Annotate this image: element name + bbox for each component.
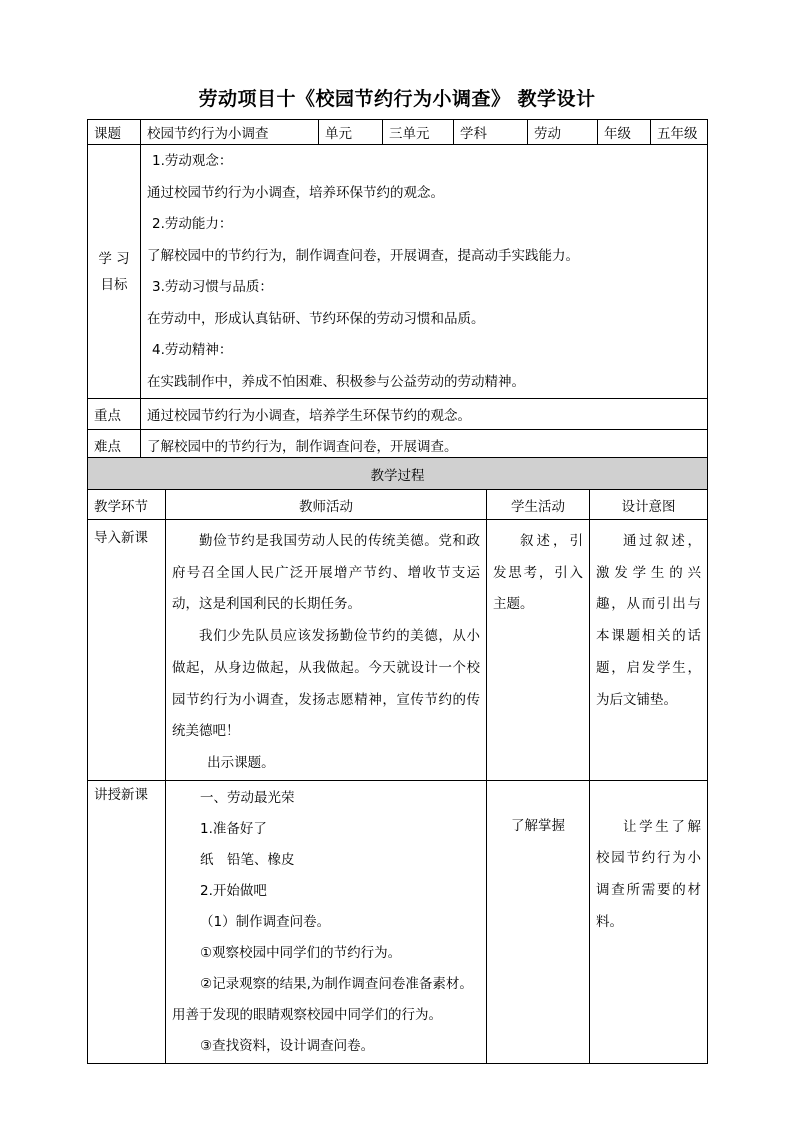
subject-label: 课题 (88, 120, 141, 145)
process-heading-row (88, 458, 708, 490)
key-point-row (88, 399, 708, 430)
grade-value: 五年级 (651, 120, 708, 145)
lesson-line: ③查找资料，设计调查问卷。 (200, 1037, 375, 1054)
intro-row (88, 520, 708, 781)
objective-text: 在劳动中，形成认真钻研、节约环保的劳动习惯和品质。 (147, 310, 485, 327)
lesson-line: 一、劳动最光荣 (200, 789, 295, 806)
column-intent: 设计意图 (590, 490, 708, 520)
process-table (87, 457, 708, 1064)
column-student: 学生活动 (487, 490, 590, 520)
intro-intent: 通过叙述，激发学生的兴趣，从而引出与本课题相关的话题，启发学生，为后文铺垫。 (590, 520, 708, 781)
objectives-content (141, 145, 708, 399)
process-column-header (88, 490, 708, 520)
intro-stage: 导入新课 (88, 520, 166, 781)
objective-text: 了解校园中的节约行为，制作调查问卷，开展调查，提高动手实践能力。 (147, 247, 579, 264)
subject-value: 校园节约行为小调查 (141, 120, 319, 145)
info-row (88, 120, 708, 145)
difficulty-row (88, 430, 708, 460)
objective-text: 通过校园节约行为小调查，培养环保节约的观念。 (147, 184, 444, 201)
lesson-teacher (166, 780, 487, 1063)
lesson-line: ①观察校园中同学们的节约行为。 (200, 944, 402, 961)
teacher-paragraph: 我们少先队员应该发扬勤俭节约的美德，从小做起，从身边做起，从我做起。今天就设计一个校园节约行为小调查，发扬志愿精神，宣传节约的传统美德吧！ (172, 628, 480, 740)
objective-heading: 3.劳动习惯与品质： (152, 279, 273, 295)
key-point-label: 重点 (88, 399, 141, 430)
lesson-line: （1）制作调查问卷。 (200, 913, 331, 930)
lesson-student: 了解掌握 (487, 780, 590, 1063)
process-heading: 教学过程 (88, 458, 708, 490)
objective-text: 在实践制作中，养成不怕困难、积极参与公益劳动的劳动精神。 (147, 373, 525, 390)
lesson-intent: 让学生了解校园节约行为小调查所需要的材料。 (590, 780, 708, 1063)
column-stage: 教学环节 (88, 490, 166, 520)
unit-label: 单元 (319, 120, 383, 145)
unit-value: 三单元 (383, 120, 454, 145)
difficulty-text: 了解校园中的节约行为，制作调查问卷，开展调查。 (141, 430, 708, 460)
teacher-paragraph: 勤俭节约是我国劳动人民的传统美德。党和政府号召全国人民广泛开展增产节约、增收节支运动，这是利国利民的长期任务。 (172, 533, 480, 613)
objectives-row (88, 145, 708, 399)
teacher-paragraph: 出示课题。 (207, 754, 275, 771)
lesson-line: 2.开始做吧 (200, 882, 267, 899)
intro-teacher (166, 520, 487, 781)
lesson-line: 用善于发现的眼睛观察校园中同学们的行为。 (172, 1006, 442, 1023)
info-table (87, 119, 708, 460)
objectives-label: 学 习 目标 (88, 145, 141, 399)
difficulty-label: 难点 (88, 430, 141, 460)
objective-heading: 1.劳动观念： (152, 153, 233, 169)
lesson-line: 纸 铅笔、橡皮 (200, 851, 295, 868)
objective-heading: 4.劳动精神： (152, 342, 233, 358)
grade-label: 年级 (598, 120, 651, 145)
objective-heading: 2.劳动能力： (152, 216, 233, 232)
document-title: 劳动项目十《校园节约行为小调查》 教学设计 (198, 88, 596, 110)
lesson-line: ②记录观察的结果,为制作调查问卷准备素材。 (200, 975, 473, 992)
lesson-stage: 讲授新课 (88, 780, 166, 1063)
lesson-line: 1.准备好了 (200, 820, 267, 837)
course-value: 劳动 (528, 120, 598, 145)
key-point-text: 通过校园节约行为小调查，培养学生环保节约的观念。 (141, 399, 708, 430)
lesson-row (88, 780, 708, 1063)
column-teacher: 教师活动 (166, 490, 487, 520)
intro-student: 叙述，引发思考，引入主题。 (487, 520, 590, 781)
course-label: 学科 (454, 120, 528, 145)
